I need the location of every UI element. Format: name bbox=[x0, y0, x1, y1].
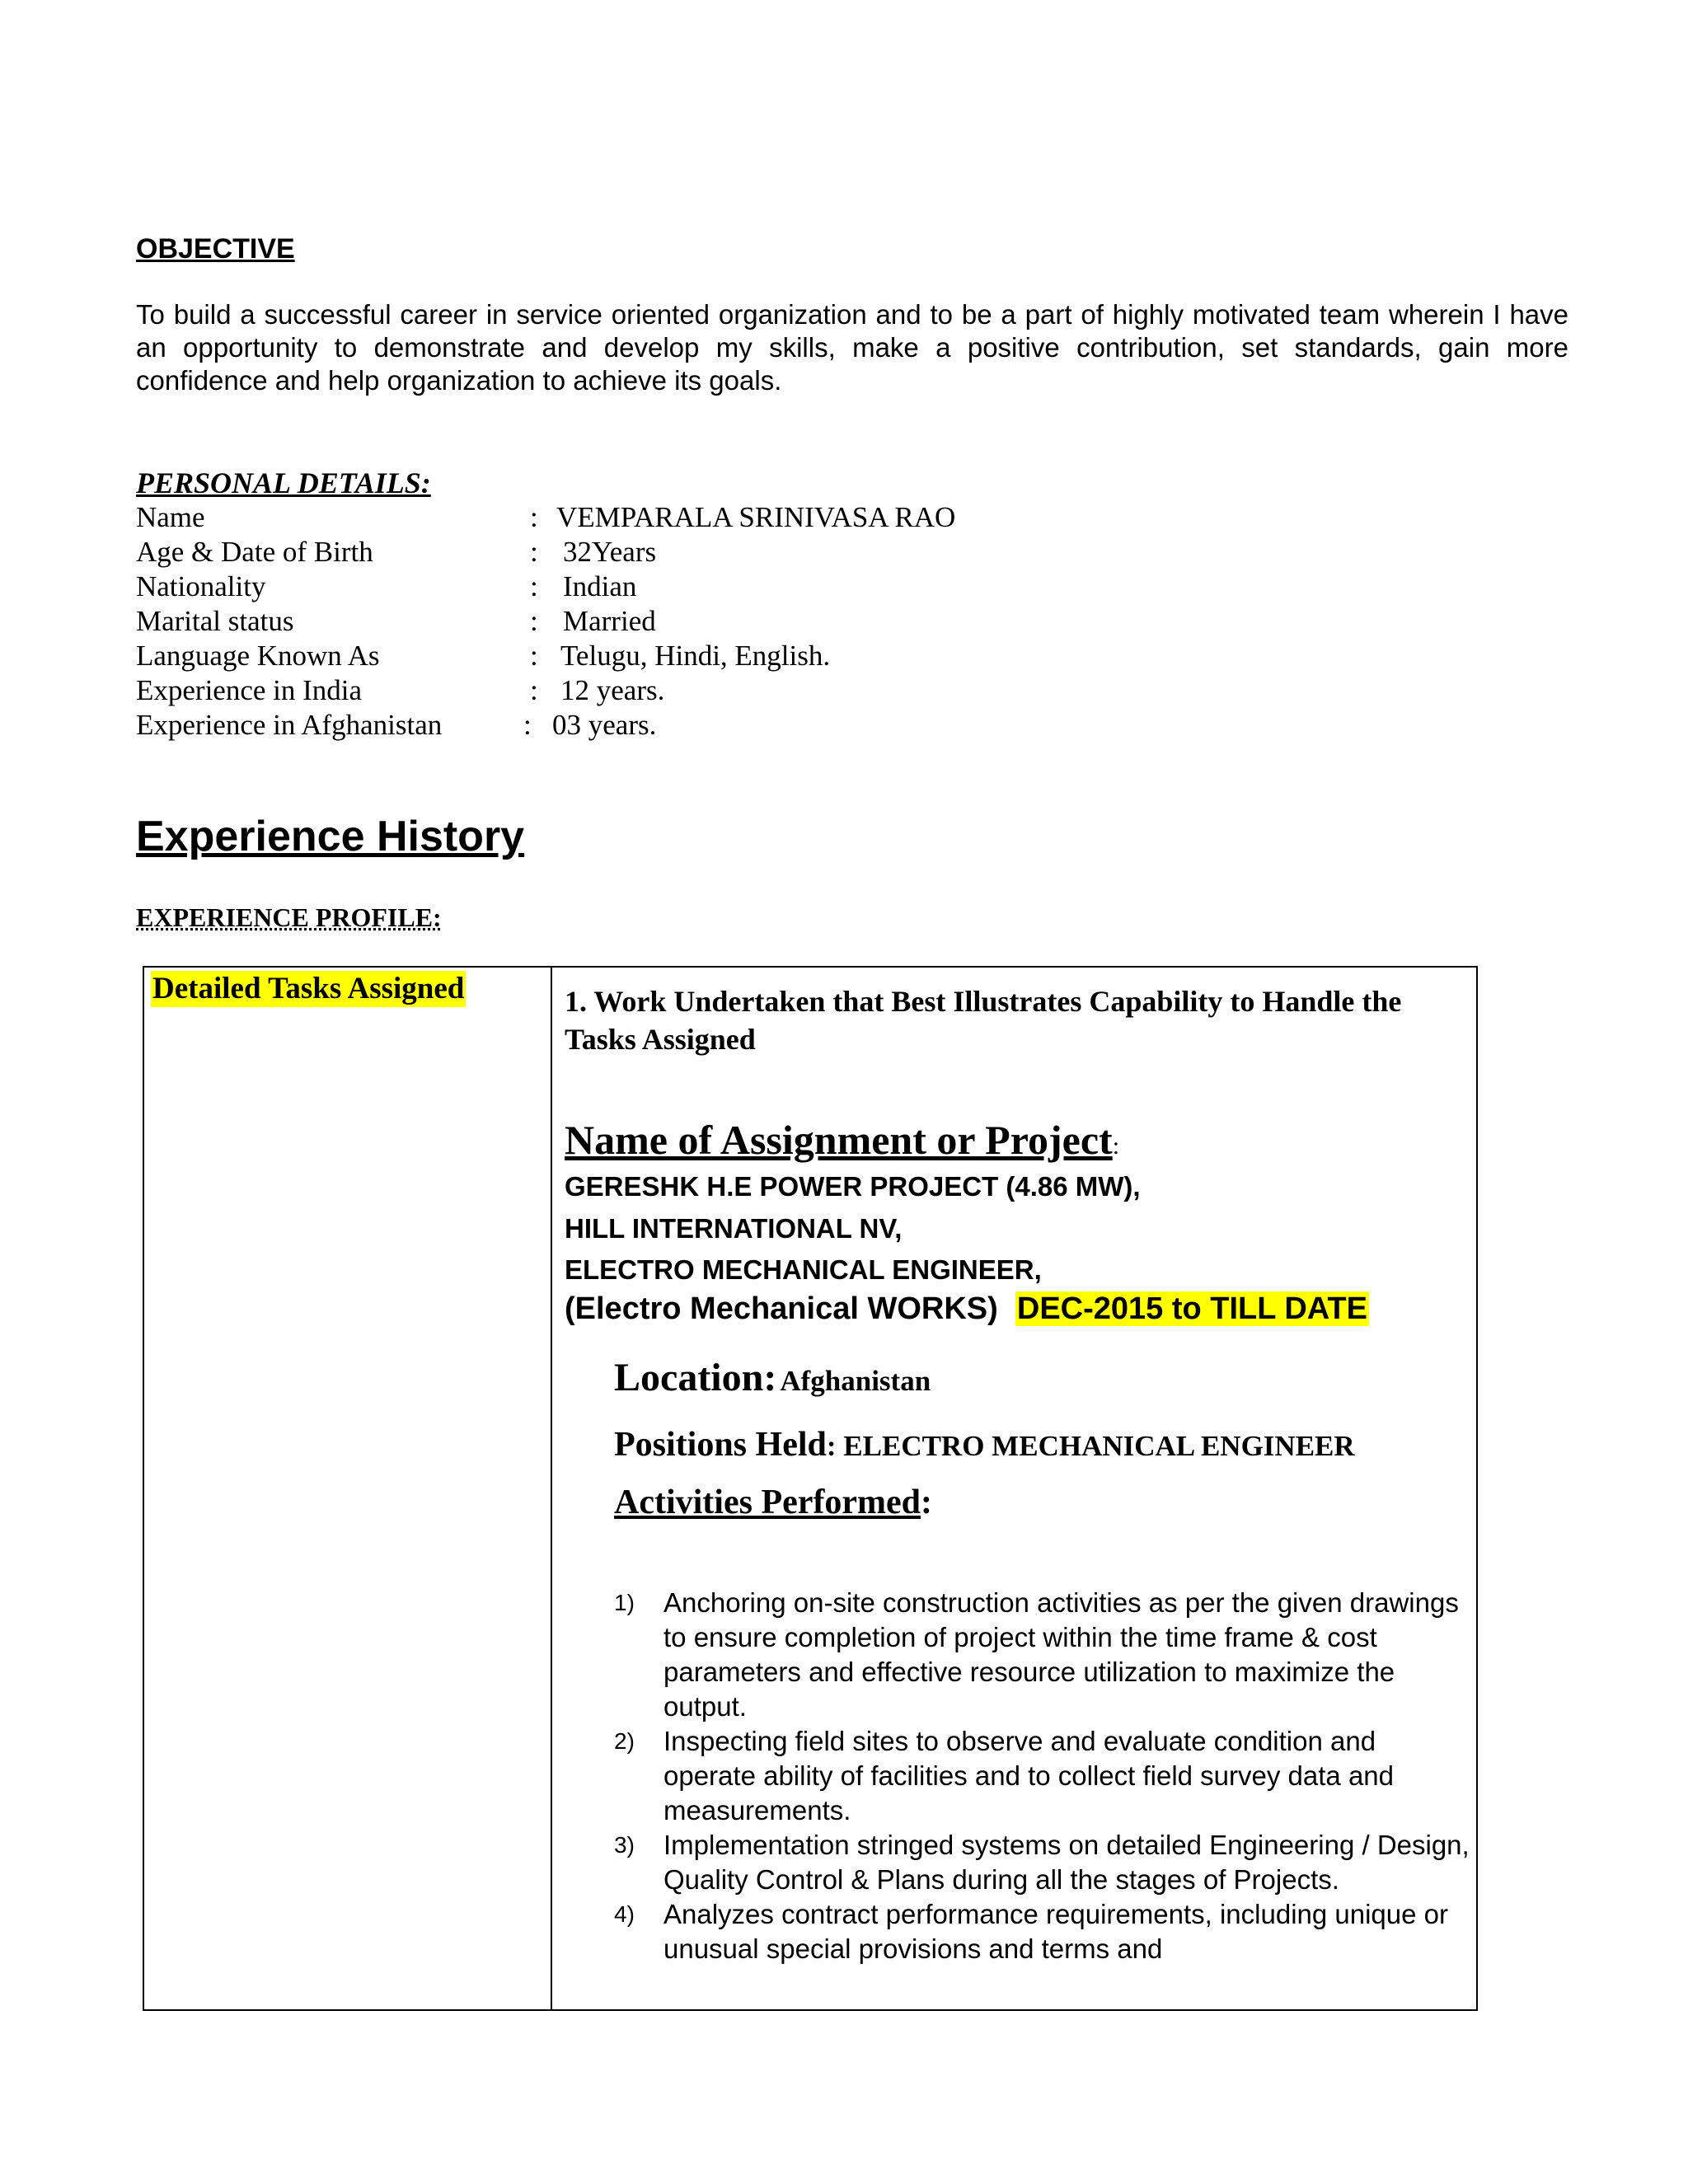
activities-colon: : bbox=[921, 1483, 932, 1521]
personal-value: Married bbox=[563, 605, 656, 637]
list-item-text: Anchoring on-site construction activities as per the given drawings to ensure completion of project within the time frame & cost parameters and effective resource utilization to maximize the output. bbox=[663, 1587, 1459, 1722]
personal-row-name bbox=[136, 500, 1290, 535]
objective-heading: OBJECTIVE bbox=[136, 233, 295, 265]
personal-label: Language Known As bbox=[136, 640, 380, 672]
list-item-number: 3) bbox=[614, 1832, 635, 1858]
project-line: HILL INTERNATIONAL NV, bbox=[565, 1213, 903, 1244]
personal-label: Nationality bbox=[136, 570, 266, 602]
project-works-dates bbox=[565, 1291, 1369, 1327]
assignment-heading-colon: : bbox=[1112, 1132, 1120, 1160]
positions-held-line bbox=[614, 1425, 1355, 1465]
personal-row-language bbox=[136, 639, 1290, 673]
work-undertaken-title: 1. Work Undertaken that Best Illustrates Capability to Handle the Tasks Assigned bbox=[565, 985, 1402, 1056]
personal-separator: : bbox=[530, 536, 538, 568]
personal-value: 03 years. bbox=[552, 709, 657, 741]
personal-label: Name bbox=[136, 501, 205, 533]
personal-separator: : bbox=[530, 605, 538, 637]
list-item-text: Inspecting field sites to observe and evaluate condition and operate ability of facilities and to collect field survey data and measurements. bbox=[663, 1726, 1395, 1825]
work-details-cell bbox=[565, 968, 1471, 2009]
personal-value: 12 years. bbox=[560, 674, 665, 706]
personal-label: Experience in Afghanistan bbox=[136, 709, 443, 741]
personal-separator: : bbox=[530, 674, 538, 706]
works-label: (Electro Mechanical WORKS) bbox=[565, 1291, 998, 1326]
personal-label: Marital status bbox=[136, 605, 294, 637]
project-line: GERESHK H.E POWER PROJECT (4.86 MW), bbox=[565, 1171, 1141, 1202]
personal-details-heading: PERSONAL DETAILS: bbox=[136, 466, 431, 499]
activities-label: Activities Performed bbox=[614, 1483, 921, 1521]
personal-value: VEMPARALA SRINIVASA RAO bbox=[556, 501, 956, 533]
personal-separator: : bbox=[523, 709, 532, 741]
activities-heading bbox=[614, 1483, 932, 1522]
location-value: Afghanistan bbox=[780, 1365, 931, 1397]
personal-value: Indian bbox=[563, 570, 637, 602]
personal-separator: : bbox=[530, 570, 538, 602]
personal-label: Experience in India bbox=[136, 674, 363, 706]
date-range-highlight: DEC-2015 to TILL DATE bbox=[1016, 1291, 1367, 1326]
personal-separator: : bbox=[530, 640, 538, 672]
personal-details-list bbox=[136, 500, 1290, 743]
assignment-heading-text: Name of Assignment or Project bbox=[565, 1117, 1113, 1163]
location-line bbox=[614, 1355, 931, 1400]
list-item bbox=[614, 1828, 1471, 1897]
personal-separator: : bbox=[530, 501, 538, 533]
table-column-divider bbox=[551, 968, 552, 2009]
list-item-number: 4) bbox=[614, 1901, 635, 1927]
personal-row-age bbox=[136, 535, 1290, 569]
project-line: ELECTRO MECHANICAL ENGINEER, bbox=[565, 1254, 1042, 1285]
experience-profile-heading: EXPERIENCE PROFILE: bbox=[136, 902, 442, 932]
personal-row-nationality bbox=[136, 569, 1290, 604]
activities-list bbox=[614, 1586, 1471, 1966]
personal-row-exp-india bbox=[136, 673, 1290, 708]
positions-label: Positions Held bbox=[614, 1426, 827, 1464]
list-item-number: 1) bbox=[614, 1590, 635, 1615]
positions-value: : ELECTRO MECHANICAL ENGINEER bbox=[826, 1430, 1355, 1462]
experience-history-heading: Experience History bbox=[136, 813, 525, 860]
detailed-tasks-label: Detailed Tasks Assigned bbox=[152, 972, 465, 1005]
personal-row-exp-afghanistan bbox=[136, 708, 1290, 743]
personal-value: Telugu, Hindi, English. bbox=[560, 640, 831, 672]
list-item bbox=[614, 1586, 1471, 1724]
list-item-text: Analyzes contract performance requirements, including unique or unusual special provisions and terms and bbox=[663, 1899, 1449, 1964]
list-item bbox=[614, 1897, 1471, 1966]
personal-label: Age & Date of Birth bbox=[136, 536, 373, 568]
objective-text: To build a successful career in service oriented organization and to be a part of highly motivated team wherein I have an opportunity to demonstrate and develop my skills, make a positive contribution, set standards, gain more confidence and help organization to achieve its goals. bbox=[136, 299, 1568, 396]
list-item-text: Implementation stringed systems on detailed Engineering / Design, Quality Control & Plans during all the stages of Projects. bbox=[663, 1830, 1470, 1895]
list-item bbox=[614, 1724, 1471, 1828]
assignment-heading bbox=[565, 1116, 1119, 1164]
personal-value: 32Years bbox=[563, 536, 657, 568]
list-item-number: 2) bbox=[614, 1728, 635, 1754]
personal-row-marital bbox=[136, 604, 1290, 639]
experience-table bbox=[143, 966, 1478, 2011]
location-label: Location: bbox=[614, 1356, 777, 1399]
